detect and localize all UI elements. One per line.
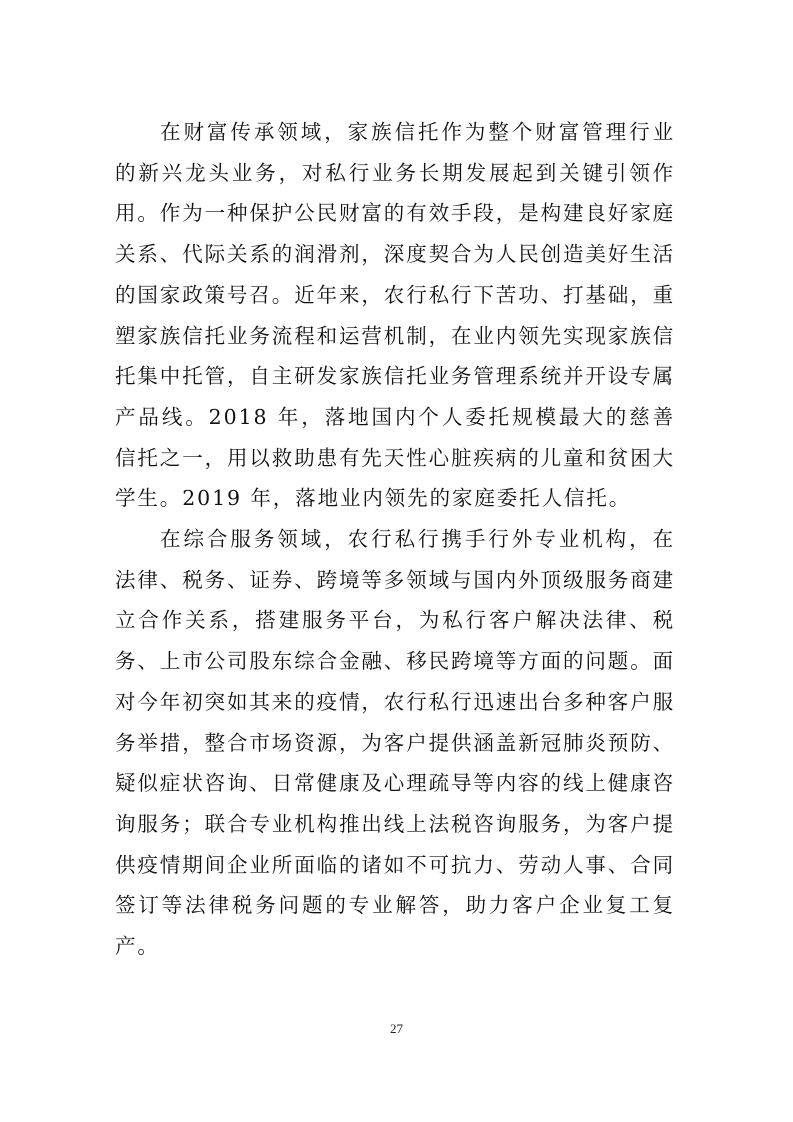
page-number: 27 [390,1021,403,1036]
paragraph-comprehensive-services: 在综合服务领域，农行私行携手行外专业机构，在法律、税务、证券、跨境等多领域与国内外顶级服务商建立合作关系，搭建服务平台，为私行客户解决法律、税务、上市公司股东综合金融、移民跨境等方面的问题。面对今年初突如其来的疫情，农行私行迅速出台多种客户服务举措，整合市场资源，为客户提供涵盖新冠肺炎预防、疑似症状咨询、日常健康及心理疏导等内容的线上健康咨询服务；联合专业机构推出线上法税咨询服务，为客户提供疫情期间企业所面临的诸如不可抗力、劳动人事、合同签订等法律税务问题的专业解答，助力客户企业复工复产。 [115,527,675,959]
body-text [115,112,675,967]
paragraph-wealth-inheritance: 在财富传承领域，家族信托作为整个财富管理行业的新兴龙头业务，对私行业务长期发展起到关键引领作用。作为一种保护公民财富的有效手段，是构建良好家庭关系、代际关系的润滑剂，深度契合为人民创造美好生活的国家政策号召。近年来，农行私行下苦功、打基础，重塑家族信托业务流程和运营机制，在业内领先实现家族信托集中托管，自主研发家族信托业务管理系统并开设专属产品线。2018 年，落地国内个人委托规模最大的慈善信托之一，用以救助患有先天性心脏疾病的儿童和贫困大学生。2019 年，落地业内领先的家庭委托人信托。 [115,120,675,511]
